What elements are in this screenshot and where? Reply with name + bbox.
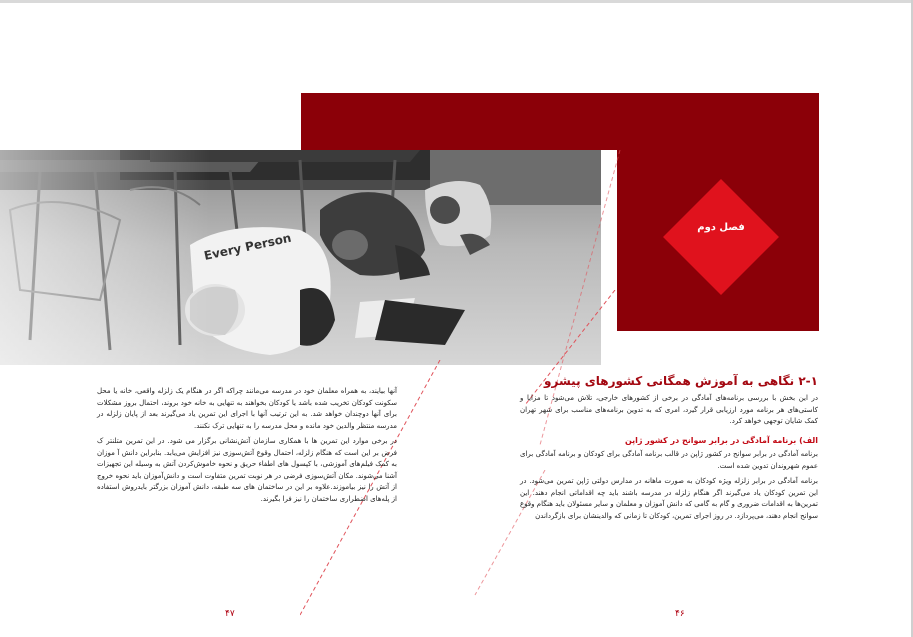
- top-edge-divider: [0, 0, 913, 3]
- left-paragraph-1: آنها بیایند، به همراه معلمان خود در مدرسه می‌مانند چراکه اگر در هنگام یک زلزله واقعی، خانه یا محل سکونت کودکان تخریب شده باشد یا کودکان بخواهند به تنهایی به خانه خود بروند، احتمال بروز مشکلات برای آنها دوچندان خواهد شد. به این ترتیب آنها با اجرای این تمرین یاد می‌گیرند بعد از پایان زلزله در مدرسه منتظر والدین خود مانده و محل مدرسه را به تنهایی ترک نکنند.: [97, 387, 397, 430]
- section-title: ۲-۱ نگاهی به آموزش همگانی کشورهای پیشرو: [544, 374, 818, 388]
- intro-paragraph: در این بخش با بررسی برنامه‌های آمادگی در برخی از کشورهای خارجی، تلاش می‌شود تا مزایا و کاستی‌های هر برنامه مورد ارزیابی قرار گیرد، امری که به تدوین برنامه‌های مناسب برای شهر تهران کمک شایان توجهی خواهد کرد.: [520, 394, 818, 425]
- body-paragraph-2: برنامه آمادگی در برابر زلزله ویژه کودکان به صورت ماهانه در مدارس دولتی ژاپن تمرین می‌شود. در این تمرین کودکان یاد می‌گیرند اگر هنگام زلزله در مدرسه باشند باید چه اقداماتی انجام دهند. این تمرین‌ها به اقدامات ضروری و گام به گامی که دانش آموزان و معلمان و سایر مسئولان باید هنگام وقوع سوانح انجام دهند، می‌پردازد. در روز اجرای تمرین، کودکان تا زمانی که والدینشان برای بازگرداندن: [520, 477, 818, 520]
- chapter-label: فصل دوم: [697, 222, 745, 233]
- page-number-right: ۴۶: [675, 609, 685, 619]
- right-page-body: [520, 449, 818, 526]
- left-page-body: [97, 386, 397, 509]
- page-number-left: ۴۷: [225, 609, 235, 619]
- body-paragraph-1: برنامه آمادگی در برابر سوانح در کشور ژاپن در قالب برنامه آمادگی برای کودکان و برنامه آمادگی برای عموم شهروندان تدوین شده است.: [520, 450, 818, 470]
- left-paragraph-2: در برخی موارد این تمرین ها با همکاری سازمان آتش‌نشانی برگزار می شود. در این تمرین متلنتر ک فرض بر این است که هنگام زلزله، احتمال وقوع آتش‌سوزی نیز افزایش می‌یابد. بنابراین دانش آ موزان به کمک فیلم‌های آموزشی، با کپسول های اطفاء حریق و نحوه خاموش‌کردن آتش به وسیله این تجهیزات آشنا می‌شوند. مکان آتش‌سوزی فرضی در هر نوبت تمرین متفاوت است و دانش‌آموزان باید نحوه خروج از آتش را نیز بیاموزند.علاوه بر این در ساختمان های سه طبقه، دانش آموزان بزرگتر بایدروش استفاده از پله‌های اضطراری ساختمان را نیز فرا بگیرند.: [97, 437, 397, 503]
- right-page-intro: [520, 393, 818, 432]
- subsection-title: الف) برنامه آمادگی در برابر سوانح در کشور ژاپن: [624, 436, 818, 445]
